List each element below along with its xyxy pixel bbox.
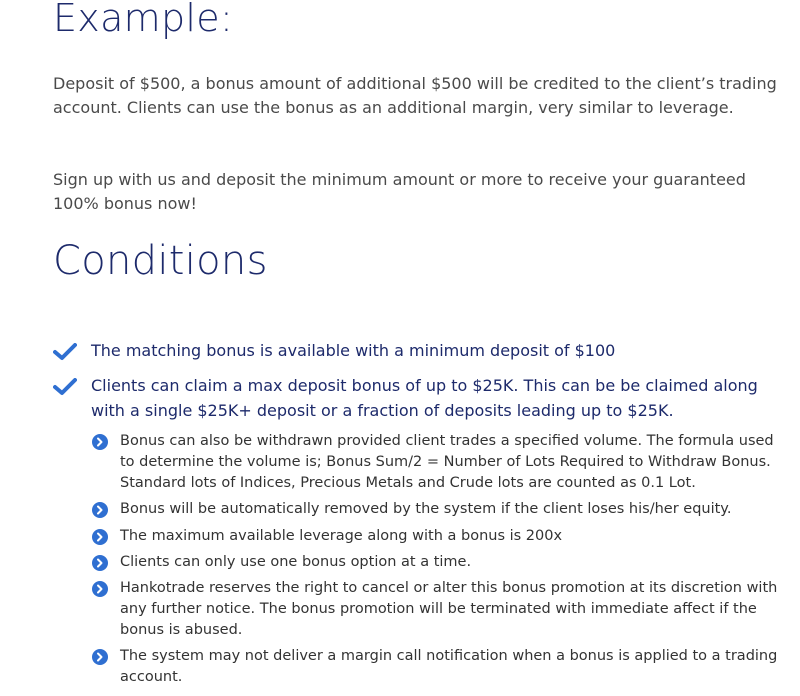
example-paragraph-deposit: Deposit of $500, a bonus amount of additional $500 will be credited to the client’s trading account. Clients can use the bonus as an additional margin, very similar to leverage. bbox=[53, 74, 777, 117]
chevron-circle-icon bbox=[92, 502, 108, 518]
sub-condition-text: The system may not deliver a margin call notification when a bonus is applied to a trading account. bbox=[120, 648, 778, 685]
sub-condition-text: Clients can only use one bonus option at a time. bbox=[120, 554, 472, 570]
sub-condition-text: Hankotrade reserves the right to cancel or alter this bonus promotion at its discretion with any further notice. The bonus promotion will be terminated with immediate affect if the bonus is abused. bbox=[120, 580, 778, 638]
sub-condition-text: The maximum available leverage along with a bonus is 200x bbox=[120, 528, 563, 544]
example-paragraph-signup: Sign up with us and deposit the minimum amount or more to receive your guaranteed 100% bonus now! bbox=[53, 170, 746, 213]
condition-text: Clients can claim a max deposit bonus of up to $25K. This can be be claimed along with a single $25K+ deposit or a fraction of deposits leading up to $25K. bbox=[91, 376, 758, 420]
sub-condition-text: Bonus can also be withdrawn provided client trades a specified volume. The formula used to determine the volume is; Bonus Sum/2 = Number of Lots Required to Withdraw Bonus. Standard lots of Indices, Precious Metals and Crude lots are counted as 0.1 Lot. bbox=[120, 433, 774, 491]
checkmark-icon bbox=[53, 378, 77, 396]
condition-text: The matching bonus is available with a minimum deposit of $100 bbox=[91, 341, 616, 360]
chevron-circle-icon bbox=[92, 434, 108, 450]
chevron-circle-icon bbox=[92, 555, 108, 571]
conditions-heading: Conditions bbox=[53, 238, 268, 284]
chevron-circle-icon bbox=[92, 649, 108, 665]
chevron-circle-icon bbox=[92, 529, 108, 545]
checkmark-icon bbox=[53, 343, 77, 361]
example-heading: Example: bbox=[53, 0, 234, 40]
sub-condition-text: Bonus will be automatically removed by the system if the client loses his/her equity. bbox=[120, 501, 732, 517]
chevron-circle-icon bbox=[92, 581, 108, 597]
